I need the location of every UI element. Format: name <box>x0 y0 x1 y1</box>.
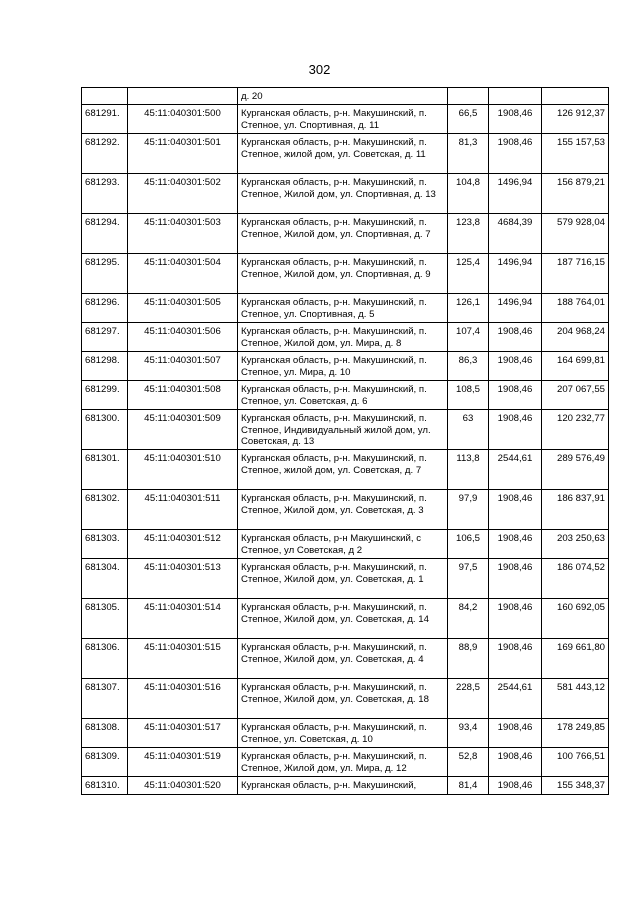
specific-value: 1908,46 <box>489 777 542 794</box>
table-row <box>82 352 609 381</box>
area: 86,3 <box>448 352 489 381</box>
address: Курганская область, р-н. Макушинский, п. Степное, ул. Спортивная, д. 5 <box>238 294 448 323</box>
row-number: 681296. <box>82 294 128 323</box>
table-row <box>82 719 609 748</box>
row-number: 681304. <box>82 559 128 599</box>
row-number: 681300. <box>82 410 128 450</box>
address: Курганская область, р-н. Макушинский, <box>238 777 448 794</box>
area: 108,5 <box>448 381 489 410</box>
table-row <box>82 639 609 679</box>
area: 52,8 <box>448 748 489 777</box>
cadastral-value: 204 968,24 <box>542 323 609 352</box>
specific-value: 2544,61 <box>489 679 542 719</box>
cadastral-value: 155 348,37 <box>542 777 609 794</box>
specific-value: 1908,46 <box>489 134 542 174</box>
cadastral-number: 45:11:040301:507 <box>128 352 238 381</box>
area: 107,4 <box>448 323 489 352</box>
cadastral-value: 579 928,04 <box>542 214 609 254</box>
specific-value: 1908,46 <box>489 381 542 410</box>
table-row <box>82 105 609 134</box>
address: Курганская область, р-н. Макушинский, п. Степное, жилой дом, ул. Советская, д. 11 <box>238 134 448 174</box>
specific-value: 1908,46 <box>489 719 542 748</box>
cadastral-value: 289 576,49 <box>542 450 609 490</box>
cadastral-number: 45:11:040301:513 <box>128 559 238 599</box>
address: Курганская область, р-н Макушинский, с Степное, ул Советская, д 2 <box>238 530 448 559</box>
cadastral-value: 126 912,37 <box>542 105 609 134</box>
row-number: 681306. <box>82 639 128 679</box>
table-row <box>82 777 609 794</box>
row-number: 681309. <box>82 748 128 777</box>
cadastral-value: 203 250,63 <box>542 530 609 559</box>
table-row <box>82 530 609 559</box>
cadastral-number: 45:11:040301:504 <box>128 254 238 294</box>
table-row <box>82 410 609 450</box>
specific-value: 1908,46 <box>489 410 542 450</box>
table-row <box>82 559 609 599</box>
area: 63 <box>448 410 489 450</box>
table-row <box>82 490 609 530</box>
specific-value: 1908,46 <box>489 105 542 134</box>
address: Курганская область, р-н. Макушинский, п. Степное, Индивидуальный жилой дом, ул. Советская, д. 13 <box>238 410 448 450</box>
row-number: 681295. <box>82 254 128 294</box>
specific-value: 1908,46 <box>489 352 542 381</box>
address: Курганская область, р-н. Макушинский, п. Степное, Жилой дом, ул. Советская, д. 14 <box>238 599 448 639</box>
cadastral-value: 155 157,53 <box>542 134 609 174</box>
cadastral-number: 45:11:040301:516 <box>128 679 238 719</box>
address: Курганская область, р-н. Макушинский, п. Степное, Жилой дом, ул. Мира, д. 8 <box>238 323 448 352</box>
cadastral-number: 45:11:040301:517 <box>128 719 238 748</box>
cadastral-value: 187 716,15 <box>542 254 609 294</box>
address: Курганская область, р-н. Макушинский, п. Степное, Жилой дом, ул. Спортивная, д. 9 <box>238 254 448 294</box>
row-number: 681310. <box>82 777 128 794</box>
cadastral-number: 45:11:040301:511 <box>128 490 238 530</box>
specific-value: 1908,46 <box>489 323 542 352</box>
area: 125,4 <box>448 254 489 294</box>
cadastral-value: 120 232,77 <box>542 410 609 450</box>
cadastral-number: 45:11:040301:506 <box>128 323 238 352</box>
area: 81,3 <box>448 134 489 174</box>
cadastral-value: 169 661,80 <box>542 639 609 679</box>
address: д. 20 <box>238 88 448 105</box>
cadastral-number: 45:11:040301:508 <box>128 381 238 410</box>
cadastral-number <box>128 88 238 105</box>
row-number: 681292. <box>82 134 128 174</box>
page-number: 302 <box>308 62 331 77</box>
row-number: 681303. <box>82 530 128 559</box>
specific-value: 1908,46 <box>489 639 542 679</box>
cadastral-value: 100 766,51 <box>542 748 609 777</box>
address: Курганская область, р-н. Макушинский, п. Степное, Жилой дом, ул. Спортивная, д. 7 <box>238 214 448 254</box>
cadastral-number: 45:11:040301:501 <box>128 134 238 174</box>
area <box>448 88 489 105</box>
cadastral-value: 207 067,55 <box>542 381 609 410</box>
address: Курганская область, р-н. Макушинский, п. Степное, Жилой дом, ул. Советская, д. 3 <box>238 490 448 530</box>
specific-value: 1496,94 <box>489 294 542 323</box>
row-number: 681294. <box>82 214 128 254</box>
table-row <box>82 599 609 639</box>
area: 93,4 <box>448 719 489 748</box>
area: 113,8 <box>448 450 489 490</box>
row-number: 681308. <box>82 719 128 748</box>
table-row <box>82 254 609 294</box>
cadastral-value: 156 879,21 <box>542 174 609 214</box>
address: Курганская область, р-н. Макушинский, п. Степное, Жилой дом, ул. Спортивная, д. 13 <box>238 174 448 214</box>
table-row <box>82 679 609 719</box>
table-row <box>82 214 609 254</box>
row-number <box>82 88 128 105</box>
cadastral-value: 178 249,85 <box>542 719 609 748</box>
table-row <box>82 88 609 105</box>
cadastral-number: 45:11:040301:510 <box>128 450 238 490</box>
cadastral-number: 45:11:040301:512 <box>128 530 238 559</box>
address: Курганская область, р-н. Макушинский, п. Степное, ул. Советская, д. 6 <box>238 381 448 410</box>
specific-value: 1496,94 <box>489 174 542 214</box>
row-number: 681301. <box>82 450 128 490</box>
table-row <box>82 174 609 214</box>
cadastral-value <box>542 88 609 105</box>
address: Курганская область, р-н. Макушинский, п. Степное, Жилой дом, ул. Советская, д. 1 <box>238 559 448 599</box>
specific-value: 2544,61 <box>489 450 542 490</box>
row-number: 681291. <box>82 105 128 134</box>
cadastral-number: 45:11:040301:515 <box>128 639 238 679</box>
area: 66,5 <box>448 105 489 134</box>
cadastral-number: 45:11:040301:502 <box>128 174 238 214</box>
cadastral-number: 45:11:040301:520 <box>128 777 238 794</box>
address: Курганская область, р-н. Макушинский, п. Степное, ул. Мира, д. 10 <box>238 352 448 381</box>
table-row <box>82 381 609 410</box>
row-number: 681305. <box>82 599 128 639</box>
row-number: 681298. <box>82 352 128 381</box>
cadastral-number: 45:11:040301:500 <box>128 105 238 134</box>
table-row <box>82 134 609 174</box>
table-row <box>82 450 609 490</box>
area: 123,8 <box>448 214 489 254</box>
cadastral-value: 160 692,05 <box>542 599 609 639</box>
area: 126,1 <box>448 294 489 323</box>
specific-value: 1908,46 <box>489 559 542 599</box>
table-row <box>82 323 609 352</box>
cadastral-number: 45:11:040301:503 <box>128 214 238 254</box>
cadastral-number: 45:11:040301:519 <box>128 748 238 777</box>
cadastral-value: 186 074,52 <box>542 559 609 599</box>
specific-value: 1908,46 <box>489 530 542 559</box>
specific-value: 1908,46 <box>489 748 542 777</box>
cadastral-number: 45:11:040301:505 <box>128 294 238 323</box>
address: Курганская область, р-н. Макушинский, п. Степное, ул. Советская, д. 10 <box>238 719 448 748</box>
table-row <box>82 294 609 323</box>
area: 228,5 <box>448 679 489 719</box>
cadastral-number: 45:11:040301:514 <box>128 599 238 639</box>
address: Курганская область, р-н. Макушинский, п. Степное, ул. Спортивная, д. 11 <box>238 105 448 134</box>
specific-value: 4684,39 <box>489 214 542 254</box>
area: 84,2 <box>448 599 489 639</box>
row-number: 681302. <box>82 490 128 530</box>
address: Курганская область, р-н. Макушинский, п. Степное, Жилой дом, ул. Советская, д. 4 <box>238 639 448 679</box>
row-number: 681299. <box>82 381 128 410</box>
address: Курганская область, р-н. Макушинский, п. Степное, Жилой дом, ул. Советская, д. 18 <box>238 679 448 719</box>
specific-value <box>489 88 542 105</box>
area: 97,5 <box>448 559 489 599</box>
cadastral-value: 186 837,91 <box>542 490 609 530</box>
specific-value: 1496,94 <box>489 254 542 294</box>
area: 81,4 <box>448 777 489 794</box>
cadastral-value: 188 764,01 <box>542 294 609 323</box>
cadastral-value: 581 443,12 <box>542 679 609 719</box>
area: 88,9 <box>448 639 489 679</box>
cadastral-value-table <box>81 87 609 795</box>
area: 104,8 <box>448 174 489 214</box>
row-number: 681293. <box>82 174 128 214</box>
area: 97,9 <box>448 490 489 530</box>
table-row <box>82 748 609 777</box>
cadastral-number: 45:11:040301:509 <box>128 410 238 450</box>
area: 106,5 <box>448 530 489 559</box>
specific-value: 1908,46 <box>489 599 542 639</box>
address: Курганская область, р-н. Макушинский, п. Степное, жилой дом, ул. Советская, д. 7 <box>238 450 448 490</box>
row-number: 681307. <box>82 679 128 719</box>
specific-value: 1908,46 <box>489 490 542 530</box>
cadastral-value: 164 699,81 <box>542 352 609 381</box>
row-number: 681297. <box>82 323 128 352</box>
address: Курганская область, р-н. Макушинский, п. Степное, Жилой дом, ул. Мира, д. 12 <box>238 748 448 777</box>
